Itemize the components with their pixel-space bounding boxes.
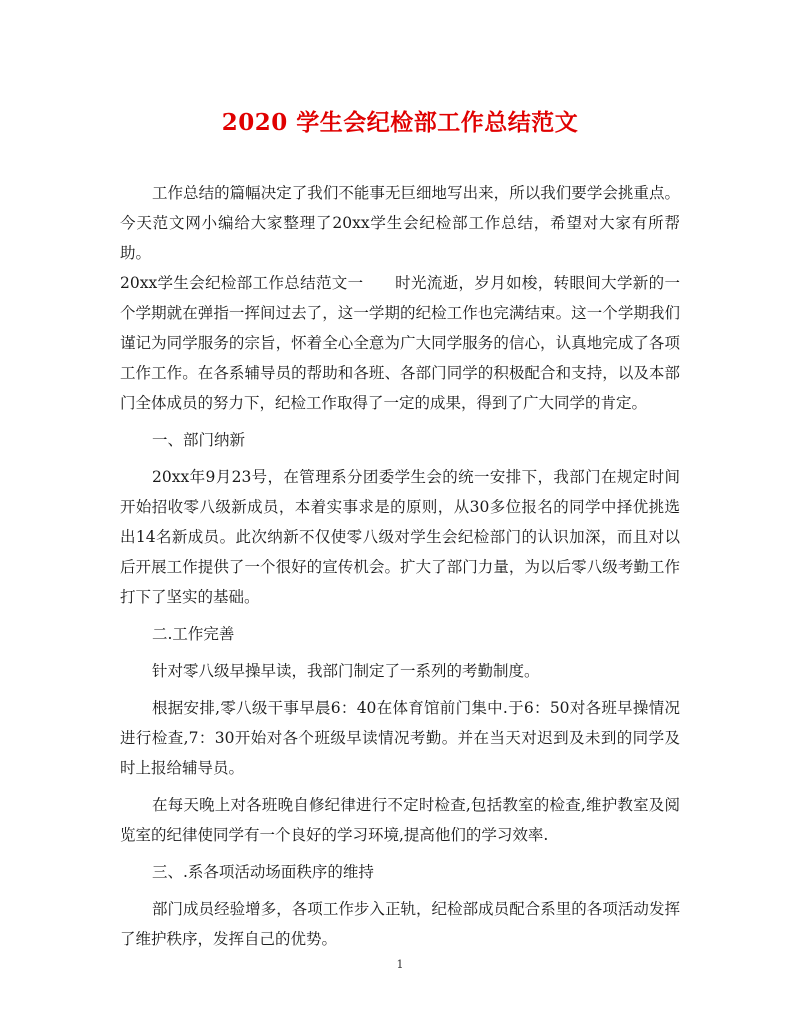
paragraph-evening-check: 在每天晚上对各班晚自修纪律进行不定时检查,包括教室的检查,维护教室及阅览室的纪律使同学有一个良好的学习环境,提高他们的学习效率. [120, 796, 680, 844]
section-heading-order: 三、.系各项活动场面秩序的维持 [152, 863, 374, 881]
page-number: 1 [396, 958, 404, 971]
document-title: 2020 学生会纪检部工作总结范文 [221, 109, 579, 136]
paragraph-attendance-system: 针对零八级早操早读，我部门制定了一系列的考勤制度。 [152, 662, 540, 680]
paragraph-summary-one: 20xx学生会纪检部工作总结范文一 时光流逝，岁月如梭，转眼间大学新的一个学期就在弹指一挥间过去了，这一学期的纪检工作也完满结束。这一个学期我们谨记为同学服务的宗旨，怀着全心全意为广大同学服务的信心，认真地完成了各项工作工作。在各系辅导员的帮助和各班、各部门同学的积极配合和支持，以及本部门全体成员的努力下，纪检工作取得了一定的成果，得到了广大同学的肯定。 [120, 274, 680, 412]
document-body [120, 178, 680, 954]
paragraph-recruitment: 20xx年9月23号，在管理系分团委学生会的统一安排下，我部门在规定时间开始招收零八级新成员，本着实事求是的原则，从30多位报名的同学中择优挑选出14名新成员。此次纳新不仅使零八级对学生会纪检部门的认识加深，而且对以后开展工作提供了一个很好的宣传机会。扩大了部门力量，为以后零八级考勤工作打下了坚实的基础。 [120, 468, 680, 606]
paragraph-intro: 工作总结的篇幅决定了我们不能事无巨细地写出来，所以我们要学会挑重点。今天范文网小编给大家整理了20xx学生会纪检部工作总结，希望对大家有所帮助。 [120, 184, 680, 262]
paragraph-morning-schedule: 根据安排,零八级干事早晨6：40在体育馆前门集中.于6：50对各班早操情况进行检查,7：30开始对各个班级早读情况考勤。并在当天对迟到及未到的同学及时上报给辅导员。 [120, 699, 680, 777]
paragraph-order: 部门成员经验增多，各项工作步入正轨，纪检部成员配合系里的各项活动发挥了维护秩序，发挥自己的优势。 [120, 900, 680, 948]
section-heading-recruitment: 一、部门纳新 [152, 431, 246, 449]
section-heading-improvement: 二.工作完善 [152, 625, 235, 643]
